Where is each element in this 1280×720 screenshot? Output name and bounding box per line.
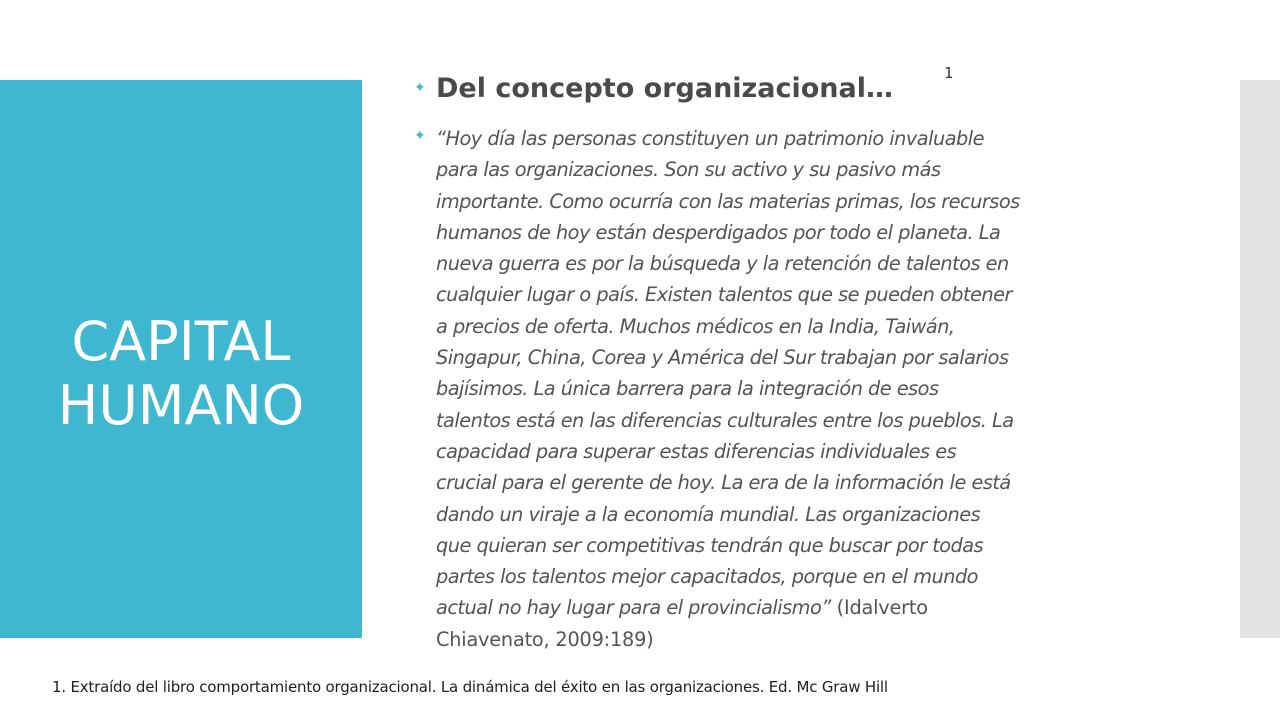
footnote-marker: 1 [944,64,954,82]
decorative-side-bar [1240,80,1280,638]
quote-paragraph [436,123,1164,655]
heading-text: Del concepto organizacional… [436,73,893,104]
section-heading [436,64,954,106]
citation-author: (Idalverto [830,596,928,620]
quote-line: talentos está en las diferencias culturales entre los pueblos. La [436,408,1014,432]
quote-line: cualquier lugar o país. Existen talentos que se pueden obtener [436,283,1012,307]
quote-line: “Hoy día las personas constituyen un patrimonio invaluable [436,127,984,150]
quote-line: partes los talentos mejor capacitados, porque en el mundo [436,565,978,589]
quote-line: a precios de oferta. Muchos médicos en la India, Taiwán, [436,314,955,338]
content-area [414,64,1174,655]
quote-line: capacidad para superar estas diferencias individuales es [436,439,957,463]
quote-line: nueva guerra es por la búsqueda y la retención de talentos en [436,252,1009,276]
quote-line: crucial para el gerente de hoy. La era de la información le está [436,471,1011,495]
quote-line: humanos de hoy están desperdigados por todo el planeta. La [436,220,1001,244]
quote-line: dando un viraje a la economía mundial. Las organizaciones [436,502,981,526]
title-line-2: HUMANO [57,374,305,437]
citation-source: Chiavenato, 2009:189) [436,627,654,651]
bullet-icon: ✦ [414,128,426,144]
quote-closing-text: actual no hay lugar para el provincialismo” [436,596,831,620]
quote-line: importante. Como ocurría con las materias primas, los recursos [436,189,1020,213]
footnote: 1. Extraído del libro comportamiento organizacional. La dinámica del éxito en las organizaciones. Ed. Mc Graw Hill [52,678,888,696]
title-panel [0,80,362,638]
quote-line: que quieran ser competitivas tendrán que buscar por todas [436,533,984,557]
slide-title [58,310,305,438]
bullet-quote-row [414,123,1174,655]
quote-line: para las organizaciones. Son su activo y su pasivo más [436,158,941,182]
quote-line: Singapur, China, Corea y América del Sur trabajan por salarios [436,346,1009,370]
bullet-icon: ✦ [414,80,426,96]
title-line-1: CAPITAL [71,310,291,373]
quote-line: bajísimos. La única barrera para la integración de esos [436,377,939,401]
bullet-heading-row [414,64,1174,106]
quote-line-last [436,592,1164,623]
